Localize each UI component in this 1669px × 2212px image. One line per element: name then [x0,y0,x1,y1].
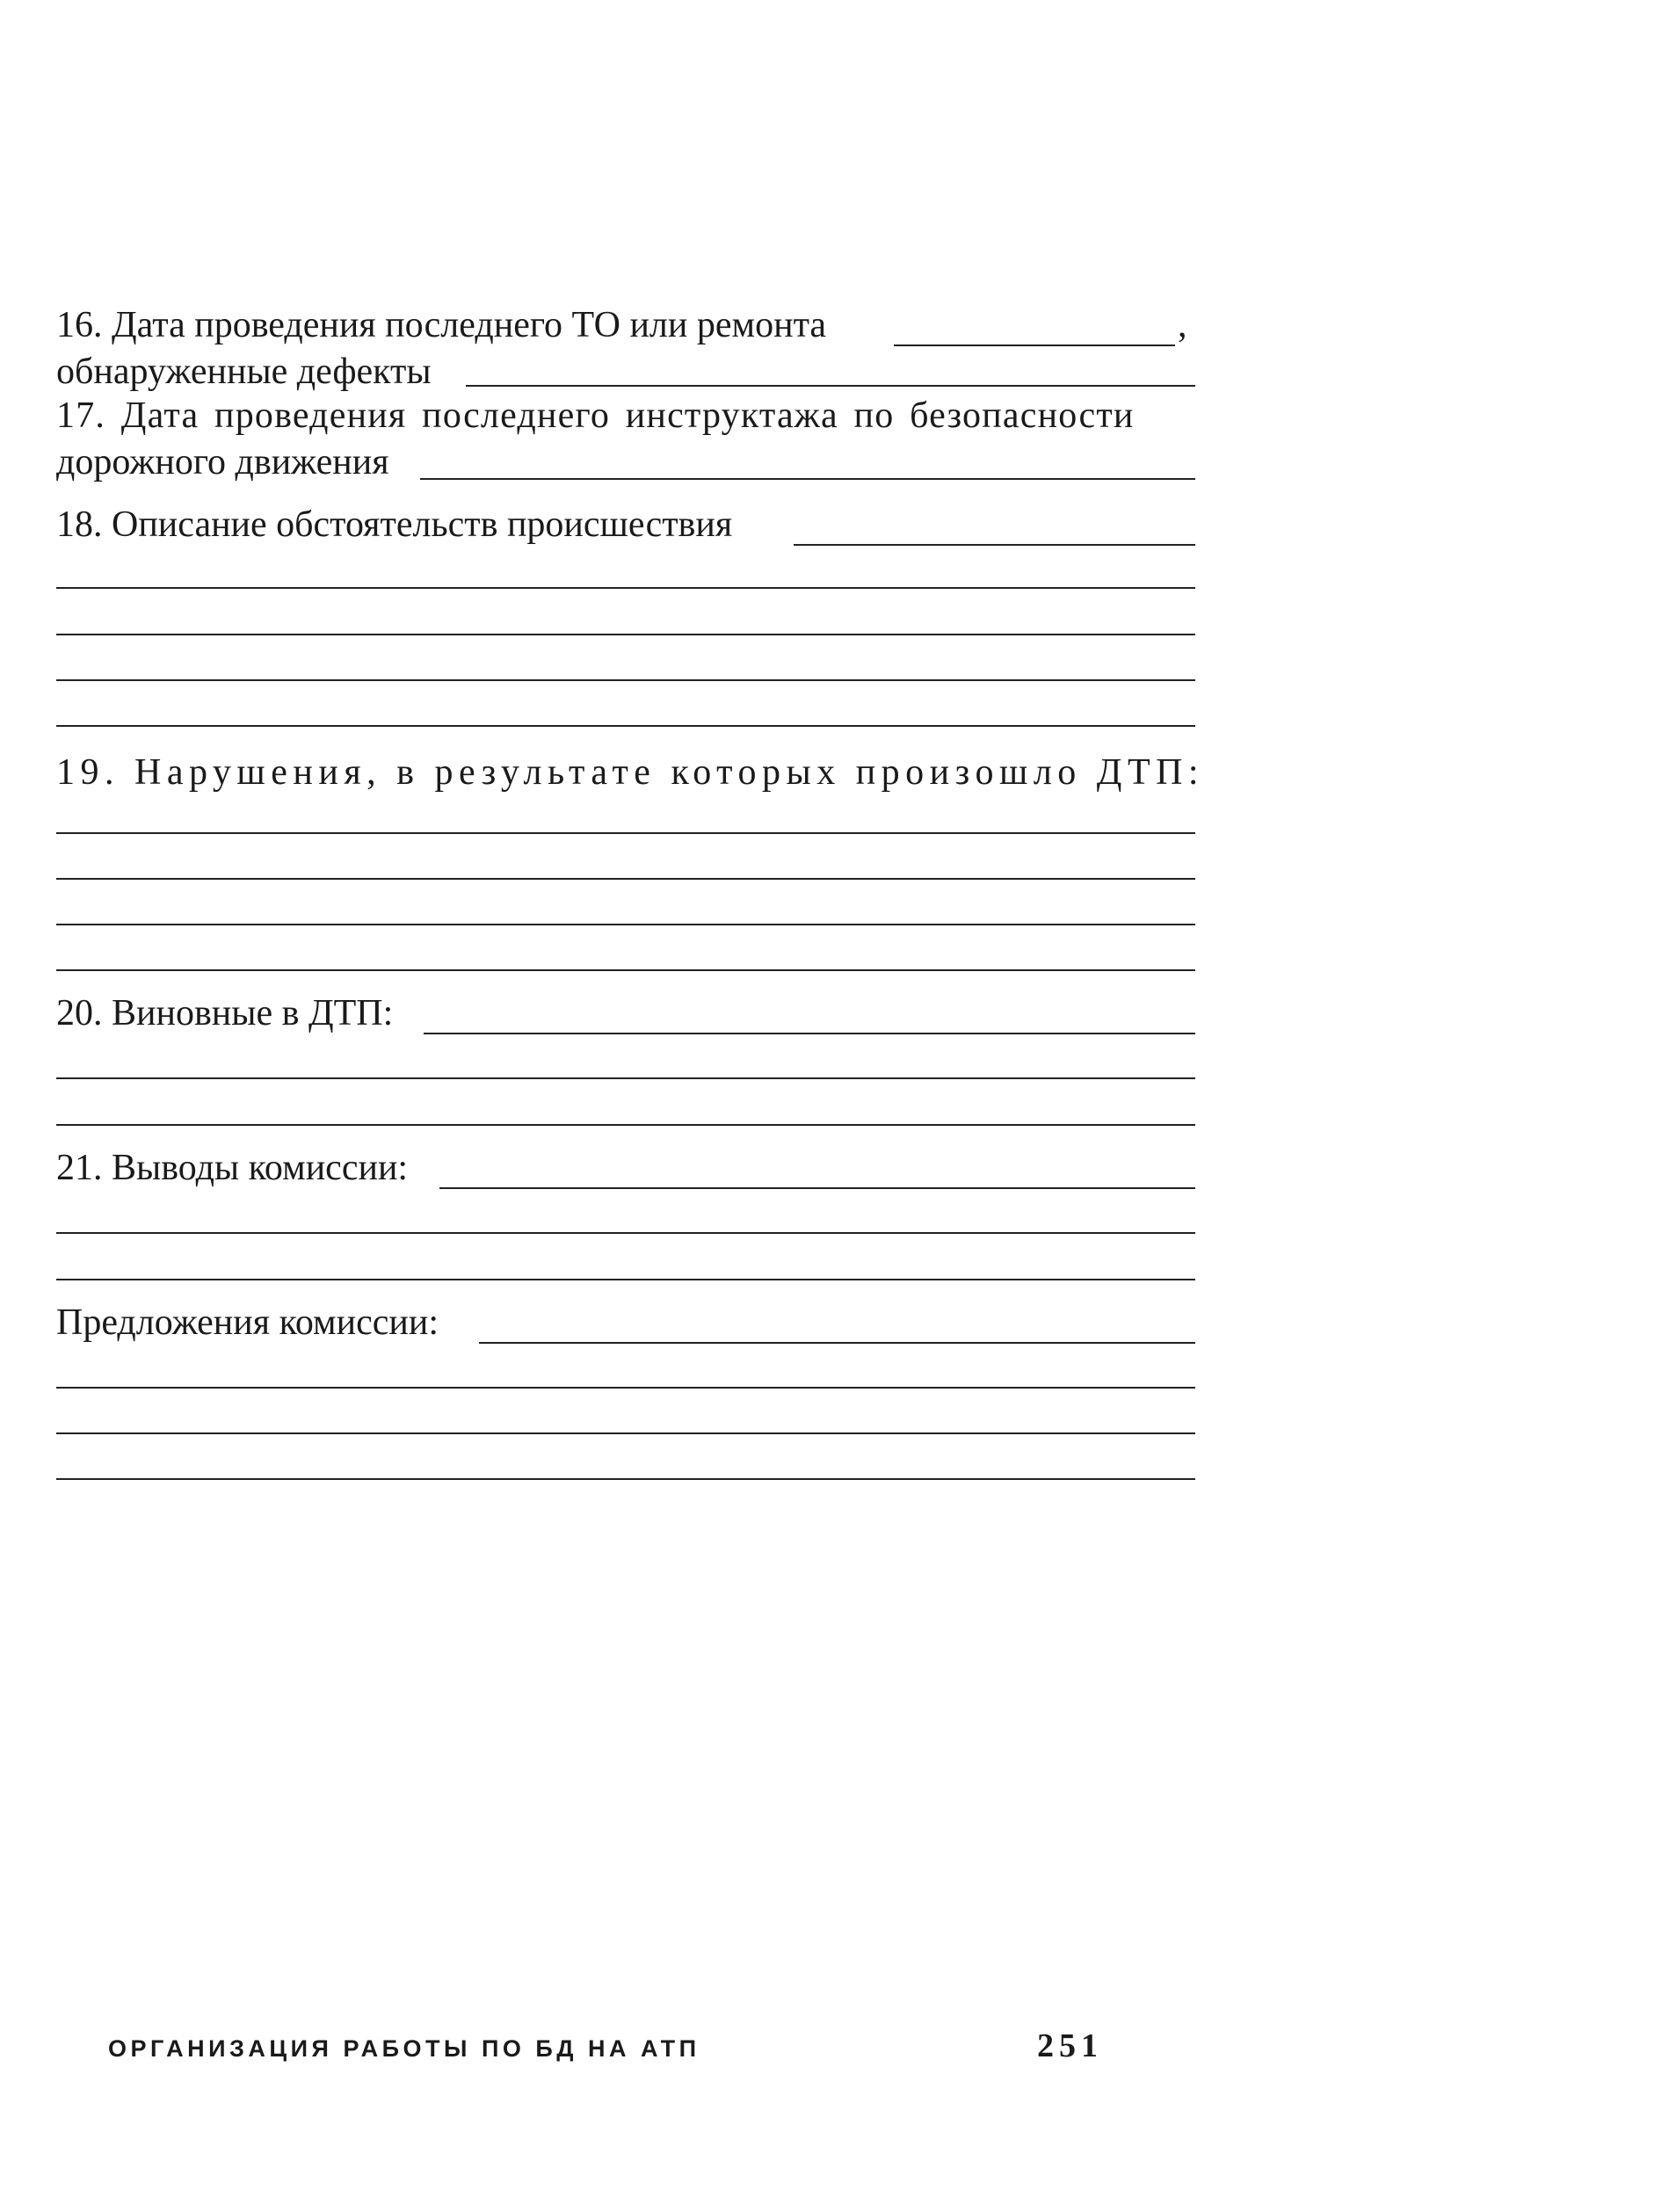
item-18-blank [794,544,1195,546]
item-19-answer-line [56,878,1195,880]
item-17-label-cont: дорожного движения [56,442,389,482]
item-20-answer-line [56,1077,1195,1079]
item-16-comma: , [1178,305,1187,345]
item-21-blank [439,1187,1195,1189]
proposals-label: Предложения комиссии: [56,1302,439,1343]
item-21-answer-line [56,1279,1195,1280]
item-16-defects-label: обнаруженные дефекты [56,352,432,392]
item-18-answer-line [56,634,1195,635]
item-19-answer-line [56,924,1195,925]
item-19-answer-line [56,969,1195,971]
running-footer-title: ОРГАНИЗАЦИЯ РАБОТЫ ПО БД НА АТП [108,2035,700,2062]
item-18-label: 18. Описание обстоятельств происшествия [56,504,733,545]
item-20-answer-line [56,1124,1195,1126]
proposals-answer-line [56,1387,1195,1389]
item-19-label: 19. Нарушения, в результате которых произошло ДТП: [56,752,1205,793]
item-17-label: 17. Дата проведения последнего инструктажа по безопасности [56,395,1135,436]
item-20-blank [424,1033,1195,1034]
proposals-blank [479,1342,1195,1344]
item-18-answer-line [56,725,1195,727]
item-19-answer-line [56,832,1195,834]
proposals-answer-line [56,1478,1195,1480]
item-20-label: 20. Виновные в ДТП: [56,993,394,1033]
item-16-defects-blank [466,385,1195,387]
item-17-blank [420,478,1195,480]
item-21-answer-line [56,1232,1195,1234]
item-21-label: 21. Выводы комиссии: [56,1148,409,1188]
proposals-answer-line [56,1432,1195,1434]
item-16-date-blank [894,344,1175,346]
page-number: 251 [1037,2027,1103,2064]
item-18-answer-line [56,587,1195,589]
item-18-answer-line [56,679,1195,681]
item-16-label: 16. Дата проведения последнего ТО или ремонта [56,305,827,345]
